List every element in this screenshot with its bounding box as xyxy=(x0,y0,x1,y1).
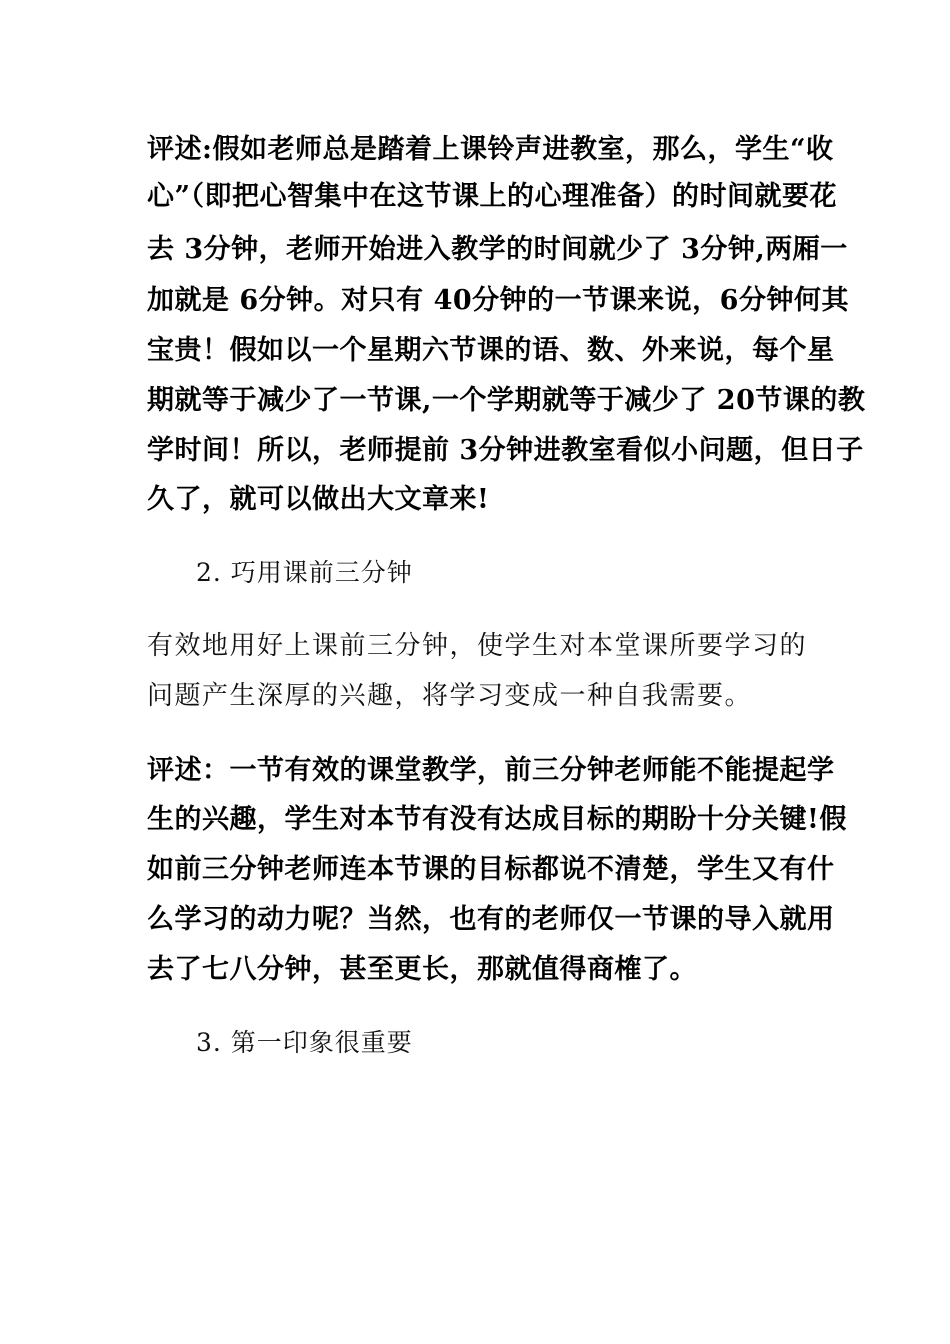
text-line: 宝贵！假如以一个星期六节课的语、数、外来说，每个星 xyxy=(147,335,835,366)
text-line: 学时间！所以，老师提前 3分钟进教室看似小问题，但日子 xyxy=(147,435,864,466)
section-heading-3: 3. 第一印象很重要 xyxy=(196,1028,413,1057)
text-line: 评述：一节有效的课堂教学，前三分钟老师能不能提起学 xyxy=(147,755,835,786)
text-line: 去了七八分钟，甚至更长，那就值得商榷了。 xyxy=(147,954,697,985)
text-line: 评述:假如老师总是踏着上课铃声进教室，那么，学生“收 xyxy=(147,134,834,165)
text-line: 问题产生深厚的兴趣，将学习变成一种自我需要。 xyxy=(147,681,753,711)
text-line: 心”（即把心智集中在这节课上的心理准备）的时间就要花 xyxy=(147,181,838,212)
text-line: 如前三分钟老师连本节课的目标都说不清楚，学生又有什 xyxy=(147,854,835,885)
text-line: 有效地用好上课前三分钟，使学生对本堂课所要学习的 xyxy=(147,631,808,661)
text-line: 久了，就可以做出大文章来! xyxy=(147,484,490,515)
text-line: 么学习的动力呢？当然，也有的老师仅一节课的导入就用 xyxy=(147,904,835,935)
text-line: 生的兴趣，学生对本节有没有达成目标的期盼十分关键!假 xyxy=(147,804,847,835)
text-line: 期就等于减少了一节课,一个学期就等于减少了 20节课的教 xyxy=(147,385,866,416)
text-line: 去 3分钟，老师开始进入教学的时间就少了 3分钟,两厢一 xyxy=(147,234,848,265)
section-heading-2: 2. 巧用课前三分钟 xyxy=(196,558,413,587)
text-line: 加就是 6分钟。对只有 40分钟的一节课来说，6分钟何其 xyxy=(147,285,849,316)
